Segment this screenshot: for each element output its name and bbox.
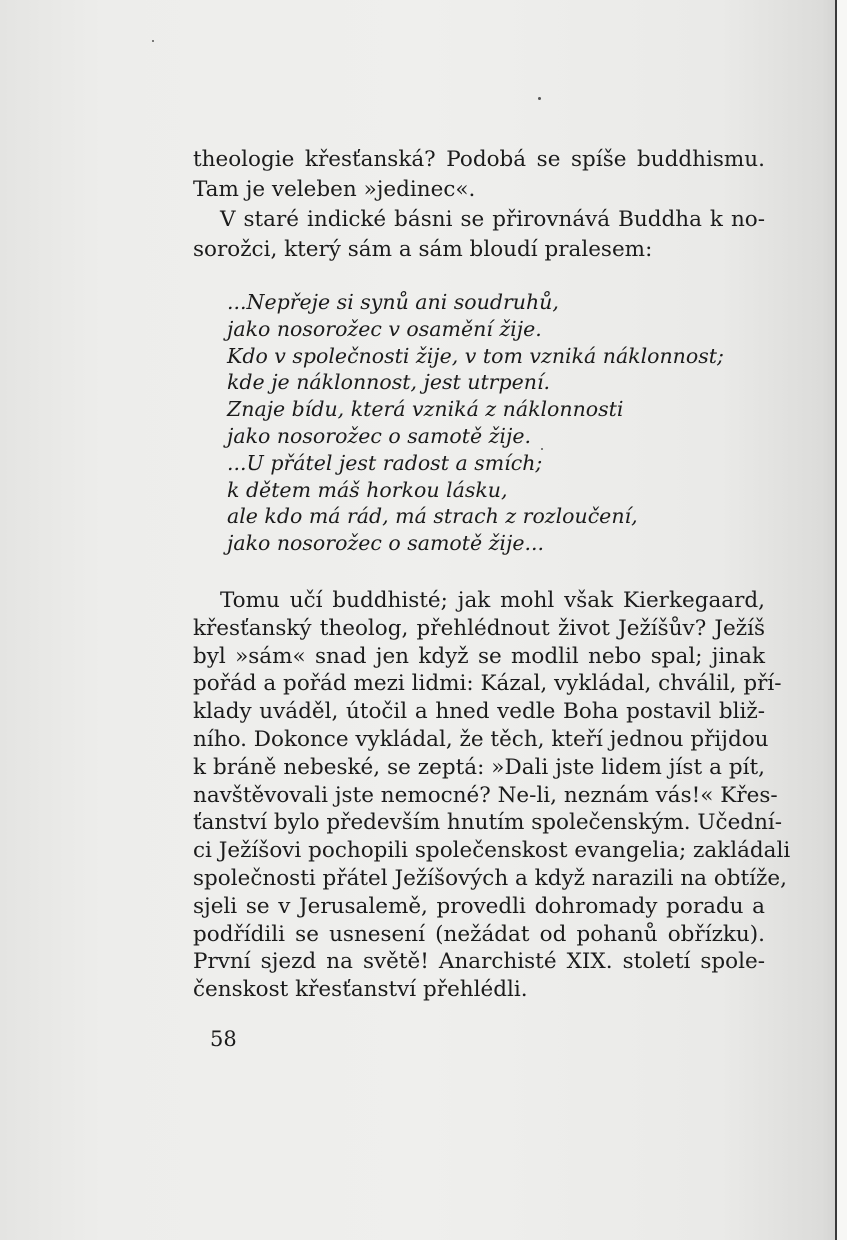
text-line: navštěvovali jste nemocné? Ne-li, neznám vás!« Křes- (193, 782, 778, 808)
page-edge (837, 0, 847, 1240)
page-number: 58 (210, 1027, 237, 1051)
text-line: společnosti přátel Ježíšových a když narazili na obtíže, (193, 865, 787, 891)
text-line: První sjezd na světě! Anarchisté XIX. století spole- (193, 949, 765, 975)
text-line: theologie křesťanská? Podobá se spíše buddhismu. (193, 147, 765, 172)
text-line: pořád a pořád mezi lidmi: Kázal, vykládal, chválil, pří- (193, 671, 782, 697)
page-edge-line (835, 0, 837, 1240)
text-line: ního. Dokonce vykládal, že těch, kteří jednou přijdou (193, 726, 769, 752)
text-line: Tomu učí buddhisté; jak mohl však Kierkegaard, (220, 588, 765, 613)
text-line: V staré indické básni se přirovnává Buddha k no- (220, 207, 765, 232)
poem-line: ale kdo má rád, má strach z rozloučení, (227, 504, 638, 529)
poem-quote (227, 289, 747, 557)
text-line: Tam je veleben »jedinec«. (193, 177, 476, 202)
text-line: klady uváděl, útočil a hned vedle Boha postavil bliž- (193, 699, 765, 725)
paper-speck (538, 97, 541, 100)
text-line: byl »sám« snad jen když se modlil nebo spal; jinak (193, 643, 765, 669)
poem-line: jako nosorožec v osamění žije. (227, 316, 542, 341)
paper-speck (152, 40, 154, 42)
poem-line: ...U přátel jest radost a smích; (227, 450, 543, 475)
poem-line: k dětem máš horkou lásku, (227, 477, 508, 502)
poem-line: jako nosorožec o samotě žije. (227, 423, 531, 448)
text-line: ci Ježíšovi pochopili společenskost evangelia; zakládali (193, 838, 791, 864)
text-line: křesťanský theolog, přehlédnout život Ježíšův? Ježíš (193, 615, 765, 641)
poem-line: jako nosorožec o samotě žije... (227, 531, 544, 556)
text-line: sjeli se v Jerusalemě, provedli dohromady poradu a (193, 893, 765, 919)
poem-line: Kdo v společnosti žije, v tom vzniká náklonnost; (227, 343, 724, 368)
body-paragraph (193, 587, 791, 1004)
text-line: ťanství bylo především hnutím společenským. Učední- (193, 810, 783, 836)
poem-line: Znaje bídu, která vzniká z náklonnosti (227, 397, 624, 422)
text-line: čenskost křesťanství přehlédli. (193, 977, 528, 1003)
poem-line: ...Nepřeje si synů ani soudruhů, (227, 290, 559, 314)
text-line: k bráně nebeské, se zeptá: »Dali jste lidem jíst a pít, (193, 754, 765, 780)
text-line: sorožci, který sám a sám bloudí pralesem: (193, 237, 653, 262)
intro-paragraph (193, 145, 765, 265)
text-line: podřídili se usnesení (nežádat od pohanů obřízku). (193, 921, 765, 947)
poem-line: kde je náklonnost, jest utrpení. (227, 370, 551, 395)
